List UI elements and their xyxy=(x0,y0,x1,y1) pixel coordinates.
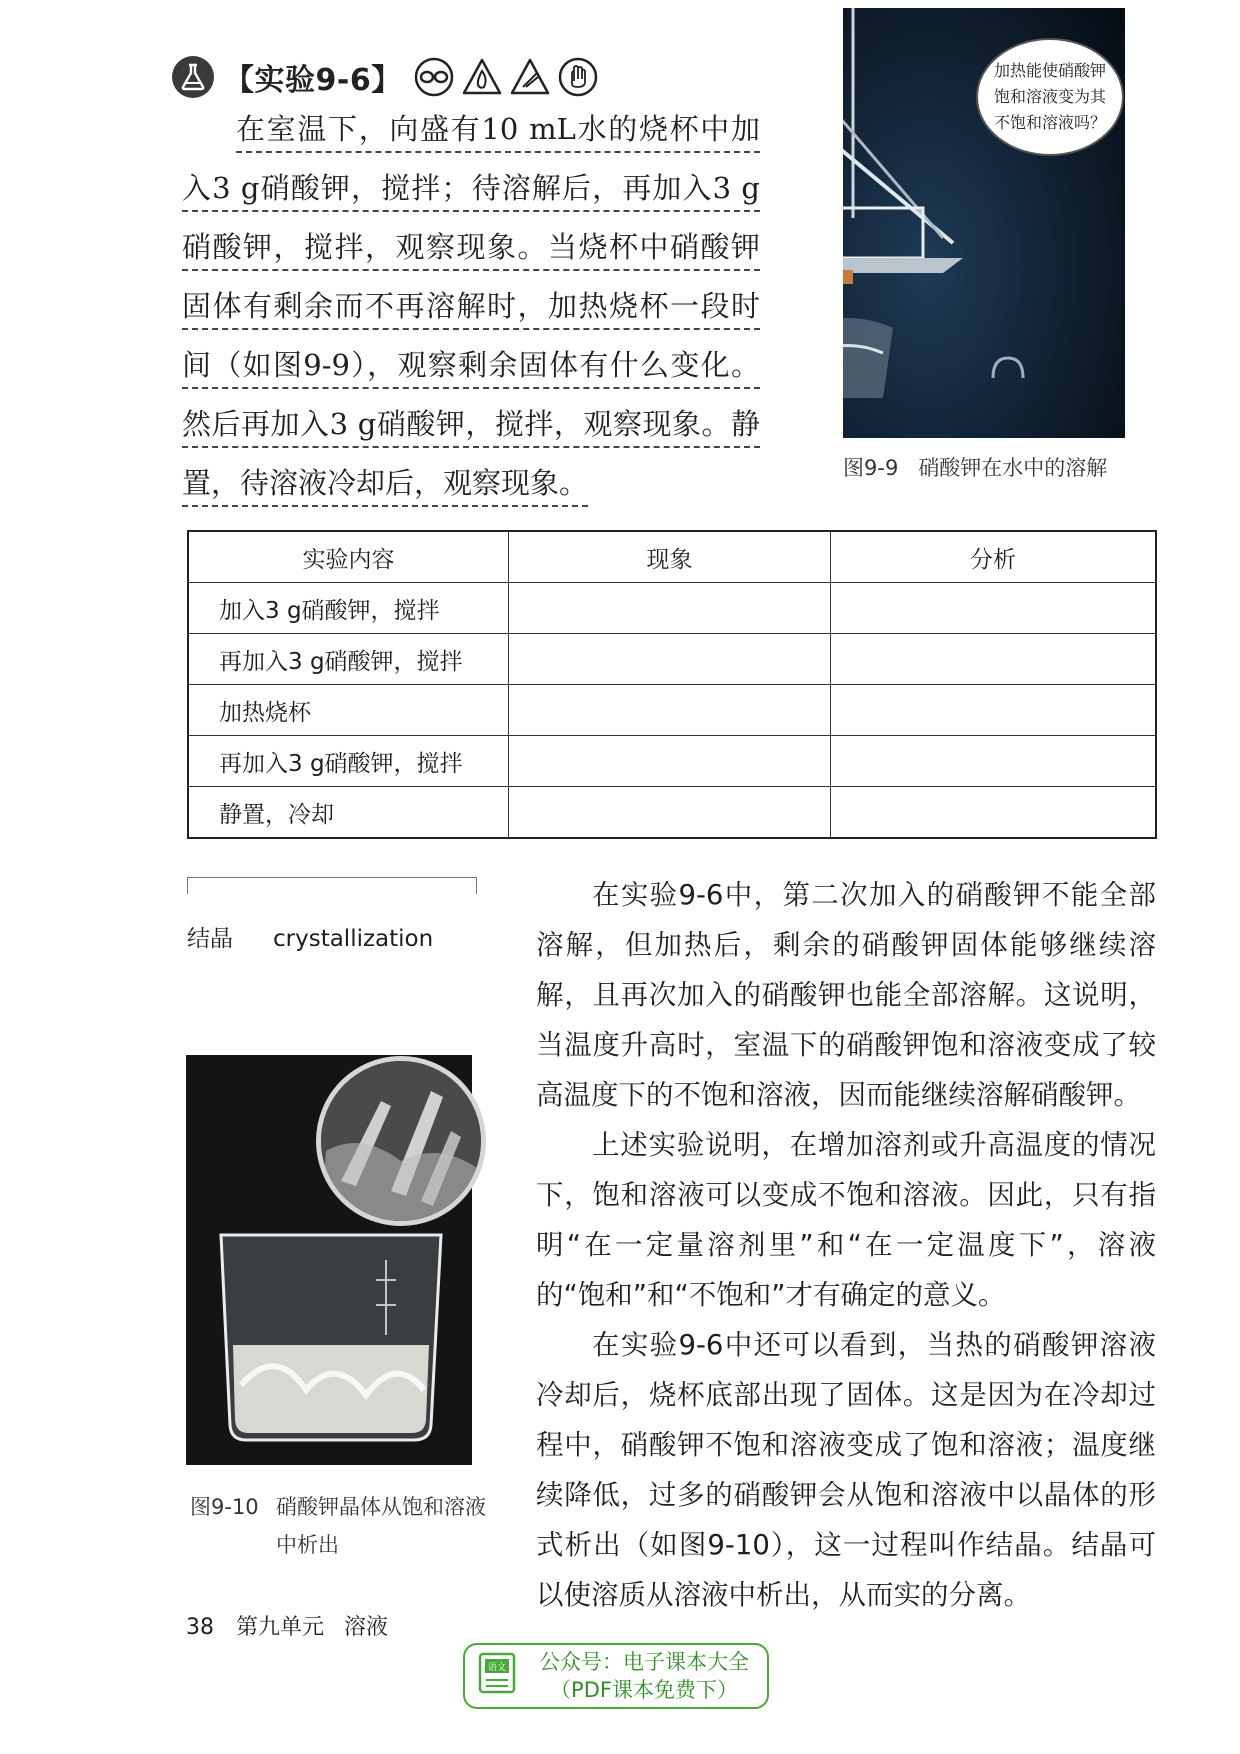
table-header: 实验内容 xyxy=(188,531,509,583)
goggles-icon xyxy=(414,57,454,97)
table-row xyxy=(188,736,1156,787)
table-row xyxy=(188,583,1156,634)
table-cell-step: 再加入3 g硝酸钾，搅拌 xyxy=(188,634,509,685)
speech-bubble: 加热能使硝酸钾饱和溶液变为其不饱和溶液吗？ xyxy=(976,38,1124,156)
watermark-text xyxy=(529,1648,759,1704)
paragraph xyxy=(536,1320,1156,1620)
table-cell-analysis[interactable] xyxy=(831,634,1156,685)
table-row xyxy=(188,634,1156,685)
table-cell-phenomenon[interactable] xyxy=(509,685,831,736)
experiment-title: 【实验9-6】 xyxy=(224,63,402,98)
figure-caption-line1: 硝酸钾晶体从饱和溶液 xyxy=(276,1495,486,1519)
table-header-row xyxy=(188,531,1156,583)
table-cell-step: 静置，冷却 xyxy=(188,787,509,839)
book-badge: 语文 xyxy=(487,1663,507,1673)
table-cell-analysis[interactable] xyxy=(831,787,1156,839)
body-text xyxy=(536,870,1156,1620)
table-header: 现象 xyxy=(509,531,831,583)
flame-warning-icon xyxy=(462,57,502,97)
figure-caption-text: 硝酸钾在水中的溶解 xyxy=(918,456,1108,480)
watermark-banner xyxy=(463,1643,769,1709)
paragraph: 在实验9-6中，第二次加入的硝酸钾不能全部溶解，但加热后，剩余的硝酸钾固体能够继续溶解，且再次加入的硝酸钾也能全部溶解。这说明，当温度升高时，室温下的硝酸钾饱和溶液变成了较高温度下的不饱和溶液，因而能继续溶解硝酸钾。 xyxy=(536,879,1156,1111)
glossary-term: 结晶 xyxy=(187,926,233,952)
table-cell-analysis[interactable] xyxy=(831,736,1156,787)
table-cell-phenomenon[interactable] xyxy=(509,787,831,839)
table-row xyxy=(188,787,1156,839)
experiment-table xyxy=(187,530,1157,839)
experiment-procedure xyxy=(182,100,760,513)
hand-wash-icon xyxy=(558,57,598,97)
table-row xyxy=(188,685,1156,736)
table-cell-phenomenon[interactable] xyxy=(509,583,831,634)
figure-number: 图9-10 xyxy=(190,1495,259,1519)
flask-icon xyxy=(172,56,214,98)
book-icon xyxy=(477,1651,519,1701)
figure-9-10-caption xyxy=(190,1488,486,1564)
unit-topic: 溶液 xyxy=(344,1615,389,1640)
unit-name: 第九单元 xyxy=(236,1615,325,1640)
table-cell-phenomenon[interactable] xyxy=(509,634,831,685)
page-footer xyxy=(186,1610,388,1641)
watermark-line2: （PDF课本免费下） xyxy=(550,1678,738,1702)
paragraph-end: 的分离。 xyxy=(921,1579,1031,1611)
table-cell-analysis[interactable] xyxy=(831,685,1156,736)
page-number: 38 xyxy=(186,1615,214,1640)
table-cell-step: 再加入3 g硝酸钾，搅拌 xyxy=(188,736,509,787)
experiment-header xyxy=(172,52,598,102)
paragraph-text: 在实验9-6中还可以看到，当热的硝酸钾溶液冷却后，烧杯底部出现了固体。这是因为在冷却过程中，硝酸钾不饱和溶液变成了饱和溶液；温度继续降低，过多的硝酸钾会从饱和溶液中以晶体的形式析出（如图9-10），这一过程叫作结晶。结晶可以使溶质从溶液中析出，从而实 xyxy=(536,1329,1156,1611)
watermark-line1: 公众号：电子课本大全 xyxy=(539,1650,749,1674)
figure-9-9-caption xyxy=(843,452,1107,482)
paragraph: 上述实验说明，在增加溶剂或升高温度的情况下，饱和溶液可以变成不饱和溶液。因此，只有指明“在一定量溶剂里”和“在一定温度下”，溶液的“饱和”和“不饱和”才有确定的意义。 xyxy=(536,1129,1156,1311)
hot-surface-warning-icon xyxy=(510,57,550,97)
crystal-closeup xyxy=(316,1056,486,1226)
figure-caption-line2: 中析出 xyxy=(276,1533,339,1557)
figure-number: 图9-9 xyxy=(843,456,899,480)
glossary-entry xyxy=(187,920,433,953)
procedure-text: 在室温下，向盛有10 mL水的烧杯中加入3 g硝酸钾，搅拌；待溶解后，再加入3 g硝酸钾，搅拌，观察现象。当烧杯中硝酸钾固体有剩余而不再溶解时，加热烧杯一段时间（如图9-9），观察剩余固体有什么变化。然后再加入3 g硝酸钾，搅拌，观察现象。静置，待溶液冷却后，观察现象。 xyxy=(182,112,760,507)
table-header: 分析 xyxy=(831,531,1156,583)
table-cell-step: 加入3 g硝酸钾，搅拌 xyxy=(188,583,509,634)
safety-icons xyxy=(414,57,598,97)
glossary-box xyxy=(187,877,477,894)
table-cell-phenomenon[interactable] xyxy=(509,736,831,787)
table-cell-analysis[interactable] xyxy=(831,583,1156,634)
glossary-english: crystallization xyxy=(273,926,434,952)
table-cell-step: 加热烧杯 xyxy=(188,685,509,736)
